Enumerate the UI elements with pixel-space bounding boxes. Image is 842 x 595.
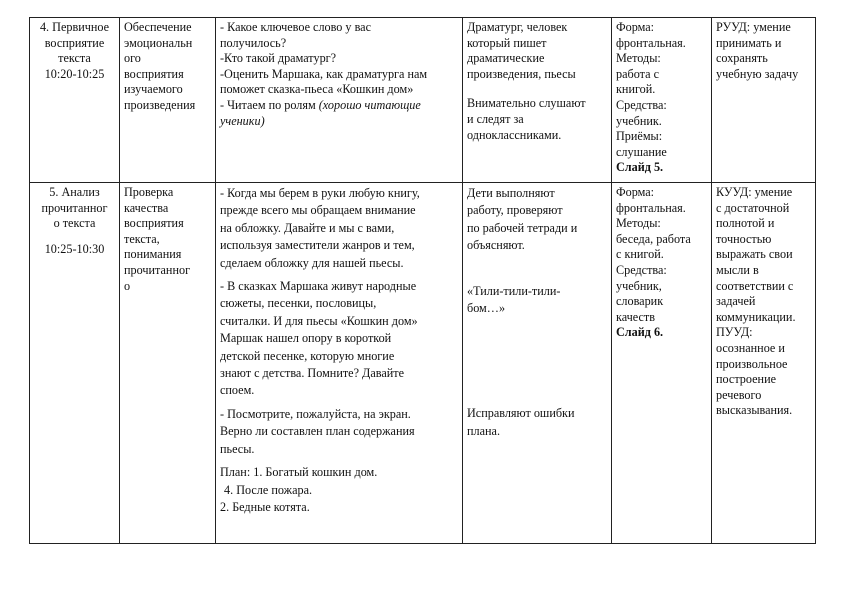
- form-line: книгой.: [616, 82, 656, 97]
- form-line: слушание: [616, 144, 667, 159]
- goal-line: Проверка: [124, 185, 174, 199]
- table-row: [30, 183, 816, 544]
- italic-note: ученики): [220, 113, 265, 128]
- goal-line: текста,: [124, 231, 160, 246]
- uud-line: коммуникации.: [716, 309, 796, 324]
- students-line: Исправляют ошибки: [467, 406, 575, 421]
- lesson-plan-table: [29, 17, 816, 544]
- students-activity-cell: [463, 183, 612, 544]
- teacher-activity-cell: [216, 18, 463, 183]
- stage-title-line: о текста: [53, 216, 96, 231]
- stage-title-line: текста: [58, 51, 91, 66]
- teacher-line: -Кто такой драматург?: [220, 51, 337, 66]
- stage-time: 10:20-10:25: [44, 66, 105, 81]
- teacher-line: - Какое ключевое слово у вас: [220, 20, 371, 34]
- uud-line: учебную задачу: [716, 66, 799, 81]
- students-line: который пишет: [467, 35, 547, 50]
- uud-line: РУУД: умение: [716, 20, 791, 34]
- uud-line: ПУУД:: [716, 325, 753, 340]
- students-line: произведения, пьесы: [467, 66, 576, 81]
- stage-title-line: прочитанног: [41, 200, 108, 215]
- italic-note: (хорошо читающие: [318, 97, 421, 112]
- table-row: [30, 18, 816, 183]
- form-line: учебник.: [616, 113, 662, 128]
- song-line: «Тили-тили-тили-: [467, 283, 561, 298]
- uud-line: КУУД: умение: [716, 185, 793, 199]
- goal-line: эмоциональн: [124, 35, 193, 50]
- uud-cell: [712, 18, 816, 183]
- teacher-line: споем.: [220, 383, 255, 398]
- stage-cell: [30, 18, 120, 183]
- uud-line: принимать и: [716, 35, 782, 50]
- students-line: Внимательно слушают: [467, 96, 586, 111]
- uud-line: полнотой и: [716, 216, 775, 231]
- form-line: с книгой.: [616, 247, 664, 262]
- goal-cell: [120, 18, 216, 183]
- stage-title-line: 4. Первичное: [39, 20, 110, 34]
- slide-label: Слайд 6.: [616, 325, 664, 340]
- students-line: Драматург, человек: [467, 20, 568, 34]
- teacher-line: используя заместители жанров и тем,: [220, 238, 415, 253]
- students-line: плана.: [467, 423, 500, 438]
- goal-line: прочитанног: [124, 262, 191, 277]
- teacher-line: - Читаем по ролям: [220, 97, 316, 112]
- form-line: Форма:: [616, 185, 655, 199]
- students-line: Дети выполняют: [467, 186, 555, 200]
- stage-cell: [30, 183, 120, 544]
- teacher-line: - В сказках Маршака живут народные: [220, 279, 417, 294]
- uud-line: построение: [716, 372, 777, 387]
- form-line: Средства:: [616, 97, 667, 112]
- goal-line: восприятия: [124, 66, 184, 81]
- form-line: работа с: [616, 66, 659, 81]
- goal-line: Обеспечение: [124, 20, 192, 34]
- teacher-line: - Посмотрите, пожалуйста, на экран.: [220, 406, 411, 421]
- goal-line: изучаемого: [124, 82, 183, 97]
- uud-line: произвольное: [716, 356, 788, 371]
- uud-cell: [712, 183, 816, 544]
- teacher-activity-cell: [216, 183, 463, 544]
- students-line: драматические: [467, 51, 545, 66]
- teacher-line: детской песенке, которую многие: [220, 348, 395, 363]
- goal-line: ого: [124, 51, 141, 66]
- goal-line: восприятия: [124, 216, 184, 231]
- teacher-line: - Когда мы берем в руки любую книгу,: [220, 186, 420, 200]
- form-line: Средства:: [616, 262, 667, 277]
- teacher-line-roles: [220, 98, 458, 114]
- stage-title-line: 5. Анализ: [49, 185, 100, 199]
- teacher-line: знают с детства. Помните? Давайте: [220, 366, 405, 381]
- uud-line: речевого: [716, 387, 762, 402]
- form-line: Методы:: [616, 216, 661, 231]
- goal-line: произведения: [124, 97, 196, 112]
- teacher-line: сюжеты, песенки, пословицы,: [220, 296, 377, 311]
- uud-line: сохранять: [716, 51, 768, 66]
- plan-item: 2. Бедные котята.: [220, 499, 310, 514]
- form-methods-cell: [612, 183, 712, 544]
- teacher-line: считалки. И для пьесы «Кошкин дом»: [220, 313, 418, 328]
- goal-cell: [120, 183, 216, 544]
- uud-line: выражать свои: [716, 247, 793, 262]
- uud-line: мысли в: [716, 262, 759, 277]
- teacher-line: поможет сказка-пьеса «Кошкин дом»: [220, 82, 414, 97]
- uud-line: высказывания.: [716, 403, 793, 418]
- form-line: Приёмы:: [616, 129, 663, 144]
- plan-item: 4. После пожара.: [224, 482, 313, 497]
- slide-label: Слайд 5.: [616, 160, 664, 175]
- goal-line: качества: [124, 200, 169, 215]
- form-line: словарик: [616, 294, 664, 309]
- teacher-line: Верно ли составлен план содержания: [220, 424, 415, 439]
- form-line: Методы:: [616, 51, 661, 66]
- uud-line: задачей: [716, 294, 756, 309]
- teacher-line: -Оценить Маршака, как драматурга нам: [220, 66, 428, 81]
- form-line: учебник,: [616, 278, 662, 293]
- teacher-line: прежде всего мы обращаем внимание: [220, 203, 416, 218]
- students-line: и следят за: [467, 111, 524, 126]
- teacher-line: получилось?: [220, 35, 287, 50]
- teacher-line: пьесы.: [220, 441, 255, 456]
- teacher-line: сделаем обложку для нашей пьесы.: [220, 255, 404, 270]
- teacher-line: на обложку. Давайте и мы с вами,: [220, 220, 395, 235]
- uud-line: соответствии с: [716, 278, 794, 293]
- stage-time: 10:25-10:30: [44, 241, 105, 256]
- students-line: по рабочей тетради и: [467, 220, 578, 235]
- uud-line: с достаточной: [716, 200, 790, 215]
- students-activity-cell: [463, 18, 612, 183]
- form-line: Форма:: [616, 20, 655, 34]
- stage-title-line: восприятие: [44, 35, 105, 50]
- uud-line: точностью: [716, 231, 772, 246]
- form-line: качеств: [616, 309, 655, 324]
- form-line: беседа, работа: [616, 231, 691, 246]
- teacher-line: Маршак нашел опору в короткой: [220, 331, 392, 346]
- plan-title: План: 1. Богатый кошкин дом.: [220, 465, 378, 480]
- form-line: фронтальная.: [616, 35, 686, 50]
- uud-line: осознанное и: [716, 340, 785, 355]
- goal-line: понимания: [124, 247, 182, 262]
- song-line: бом…»: [467, 301, 506, 316]
- students-line: одноклассниками.: [467, 127, 562, 142]
- form-methods-cell: [612, 18, 712, 183]
- students-line: работу, проверяют: [467, 203, 563, 218]
- form-line: фронтальная.: [616, 200, 686, 215]
- goal-line: о: [124, 278, 131, 293]
- students-line: объясняют.: [467, 238, 525, 253]
